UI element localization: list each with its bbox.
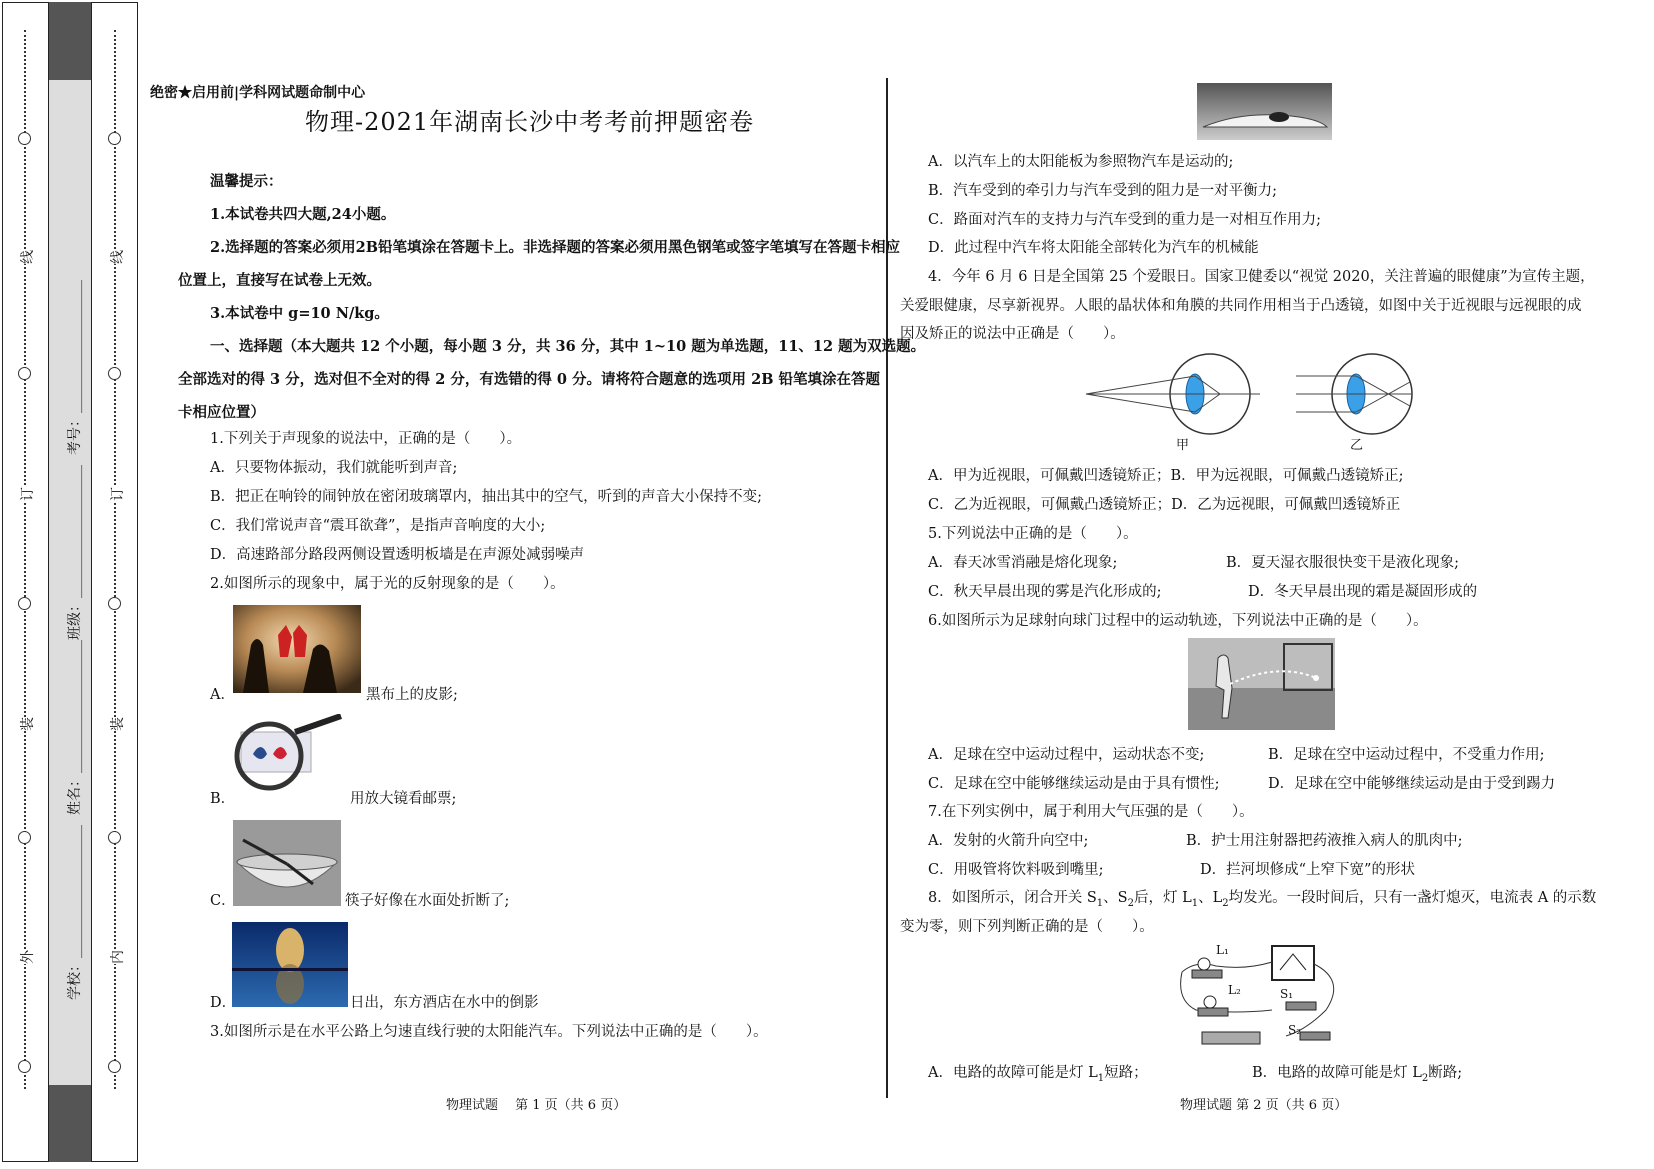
q8-line2: 变为零，则下列判断正确的是（ ）。 xyxy=(900,919,1154,935)
page-title: 物理-2021年湖南长沙中考考前押题密卷 xyxy=(305,108,755,136)
q4-options-cd: C．乙为近视眼，可佩戴凸透镜矫正；D．乙为远视眼，可佩戴凹透镜矫正 xyxy=(928,497,1401,513)
note-1: 1.本试卷共四大题,24小题。 xyxy=(210,206,396,223)
q7-option-a: A．发射的火箭升向空中; xyxy=(928,833,1089,849)
binding-hole xyxy=(18,367,31,380)
solar-car-image xyxy=(1197,83,1332,140)
q2-d-label: D． xyxy=(210,995,237,1011)
inner-dotted-line xyxy=(114,30,116,1089)
q1-option-b: B．把正在响铃的闹钟放在密闭玻璃罩内，抽出其中的空气，听到的声音大小保持不变; xyxy=(210,489,763,505)
q6-option-b: B．足球在空中运动过程中，不受重力作用; xyxy=(1268,747,1545,763)
q6-option-c: C．足球在空中能够继续运动是由于具有惯性; xyxy=(928,776,1220,792)
q1-option-a: A．只要物体振动，我们就能听到声音; xyxy=(210,460,458,476)
binding-hole xyxy=(108,132,121,145)
page-divider xyxy=(886,78,888,1098)
binding-stripe-bottom xyxy=(48,1085,92,1162)
inner-label-bind: 装 xyxy=(105,717,129,731)
hotel-reflection-image xyxy=(232,922,348,1007)
q2-a-text: 黑布上的皮影; xyxy=(366,687,458,703)
circuit-label-l2: L₂ xyxy=(1228,983,1241,997)
q1-option-d: D．高速路部分路段两侧设置透明板墙是在声源处减弱噪声 xyxy=(210,547,585,563)
footer-right: 物理试题 第 2 页（共 6 页） xyxy=(1180,1098,1348,1113)
binding-hole xyxy=(108,597,121,610)
outer-label-order: 订 xyxy=(15,487,39,501)
q3-option-c: C．路面对汽车的支持力与汽车受到的重力是一对相互作用力; xyxy=(928,212,1321,228)
secret-header: 绝密★启用前|学科网试题命制中心 xyxy=(150,85,366,101)
section1-line1: 一、选择题（本大题共 12 个小题，每小题 3 分，共 36 分，其中 1~10 题为单选题，11、12 题为双选题。 xyxy=(210,338,926,355)
outer-label-line: 线 xyxy=(15,250,39,264)
outer-label-outside: 外 xyxy=(15,950,39,964)
circuit-label-s2: S₂ xyxy=(1288,1023,1302,1037)
q5-option-d: D．冬天早晨出现的霜是凝固形成的 xyxy=(1248,584,1478,600)
note-2-cont: 位置上，直接写在试卷上无效。 xyxy=(178,272,381,289)
q8-option-a: A．电路的故障可能是灯 $L_1$短路； xyxy=(928,1065,1148,1084)
q4-options-ab: A．甲为近视眼，可佩戴凹透镜矫正；B．甲为远视眼，可佩戴凸透镜矫正; xyxy=(928,468,1404,484)
note-3: 3.本试卷中 g=10 N/kg。 xyxy=(210,305,389,322)
q4-line2: 关爱眼健康，尽享新视界。人眼的晶状体和角膜的共同作用相当于凸透镜，如图中关于近视眼与远视眼的成 xyxy=(900,298,1582,314)
outer-label-bind: 装 xyxy=(15,717,39,731)
binding-hole xyxy=(18,597,31,610)
field-name: 姓名：___________________ xyxy=(67,640,83,815)
binding-hole xyxy=(108,831,121,844)
q3-option-d: D．此过程中汽车将太阳能全部转化为汽车的机械能 xyxy=(928,240,1259,256)
binding-hole xyxy=(108,367,121,380)
q3-option-b: B．汽车受到的牵引力与汽车受到的阻力是一对平衡力; xyxy=(928,183,1278,199)
binding-hole xyxy=(18,1060,31,1073)
shadow-puppet-image xyxy=(233,605,361,693)
section1-line3: 卡相应位置） xyxy=(178,404,265,421)
q8-line1: 8．如图所示，闭合开关 $S_1$、$S_2$后，灯 $L_1$、$L_2$均发光。一段时间后，只有一盏灯熄灭，电流表 A 的示数 xyxy=(928,890,1597,909)
q1-option-c: C．我们常说声音“震耳欲聋”，是指声音响度的大小; xyxy=(210,518,546,534)
q2-a-label: A． xyxy=(210,687,235,703)
inner-label-order: 订 xyxy=(105,487,129,501)
binding-margin xyxy=(0,0,140,1169)
section1-line2: 全部选对的得 3 分，选对但不全对的得 2 分，有选错的得 0 分。请将符合题意的选项用 2B 铅笔填涂在答题 xyxy=(178,371,880,388)
q5-stem: 5.下列说法中正确的是（ ）。 xyxy=(928,526,1138,542)
q7-option-d: D．拦河坝修成“上窄下宽”的形状 xyxy=(1200,862,1415,878)
field-exam-number: 考号：___________________ xyxy=(67,280,83,455)
q4-line1: 4．今年 6 月 6 日是全国第 25 个爱眼日。国家卫健委以“视觉 2020，关注普遍的眼健康”为宣传主题， xyxy=(928,269,1595,285)
q7-option-b: B．护士用注射器把药液推入病人的肌肉中; xyxy=(1186,833,1463,849)
q5-option-a: A．春天冰雪消融是熔化现象; xyxy=(928,555,1118,571)
q2-stem: 2.如图所示的现象中，属于光的反射现象的是（ ）。 xyxy=(210,576,565,592)
magnifier-stamp-image xyxy=(233,714,346,800)
binding-hole xyxy=(108,1060,121,1073)
q3-option-a: A．以汽车上的太阳能板为参照物汽车是运动的; xyxy=(928,154,1234,170)
binding-hole xyxy=(18,831,31,844)
circuit-diagram xyxy=(1176,940,1348,1052)
circuit-label-l1: L₁ xyxy=(1216,943,1229,957)
chopsticks-bowl-image xyxy=(233,820,341,906)
q7-option-c: C．用吸管将饮料吸到嘴里; xyxy=(928,862,1104,878)
inner-label-line: 线 xyxy=(105,250,129,264)
q5-option-c: C．秋天早晨出现的雾是汽化形成的; xyxy=(928,584,1162,600)
q8-option-b: B．电路的故障可能是灯 $L_2$断路; xyxy=(1252,1065,1463,1084)
notes-heading: 温馨提示： xyxy=(210,173,283,190)
q2-c-text: 筷子好像在水面处折断了; xyxy=(345,893,510,909)
q6-option-d: D．足球在空中能够继续运动是由于受到踢力 xyxy=(1268,776,1556,792)
q2-c-label: C． xyxy=(210,893,236,909)
circuit-label-s1: S₁ xyxy=(1280,987,1294,1001)
binding-hole xyxy=(18,132,31,145)
binding-stripe-top xyxy=(48,2,92,80)
q4-line3: 因及矫正的说法中正确是（ ）。 xyxy=(900,326,1125,342)
note-2: 2.选择题的答案必须用2B铅笔填涂在答题卡上。非选择题的答案必须用黑色钢笔或签字笔填写在答题卡相应 xyxy=(210,239,900,256)
footer-left: 物理试题 第 1 页（共 6 页） xyxy=(446,1098,627,1113)
q7-stem: 7.在下列实例中，属于利用大气压强的是（ ）。 xyxy=(928,804,1254,820)
field-class: 班级：___________________ xyxy=(67,465,83,640)
q2-b-label: B． xyxy=(210,791,236,807)
eye-label-yi: 乙 xyxy=(1350,438,1364,453)
q5-option-b: B．夏天湿衣服很快变干是液化现象; xyxy=(1226,555,1460,571)
q2-b-text: 用放大镜看邮票; xyxy=(350,791,457,807)
q2-d-text: 日出，东方酒店在水中的倒影 xyxy=(350,995,539,1011)
eye-diagram xyxy=(1080,350,1450,460)
outer-dotted-line xyxy=(24,30,26,1089)
field-school: 学校：___________________ xyxy=(67,825,83,1000)
q3-stem: 3.如图所示是在水平公路上匀速直线行驶的太阳能汽车。下列说法中正确的是（ ）。 xyxy=(210,1024,768,1040)
q6-stem: 6.如图所示为足球射向球门过程中的运动轨迹，下列说法中正确的是（ ）。 xyxy=(928,613,1428,629)
eye-label-jia: 甲 xyxy=(1176,438,1190,453)
football-image xyxy=(1188,638,1335,730)
inner-label-inside: 内 xyxy=(105,950,129,964)
q6-option-a: A．足球在空中运动过程中，运动状态不变; xyxy=(928,747,1205,763)
q1-stem: 1.下列关于声现象的说法中，正确的是（ ）。 xyxy=(210,431,522,447)
